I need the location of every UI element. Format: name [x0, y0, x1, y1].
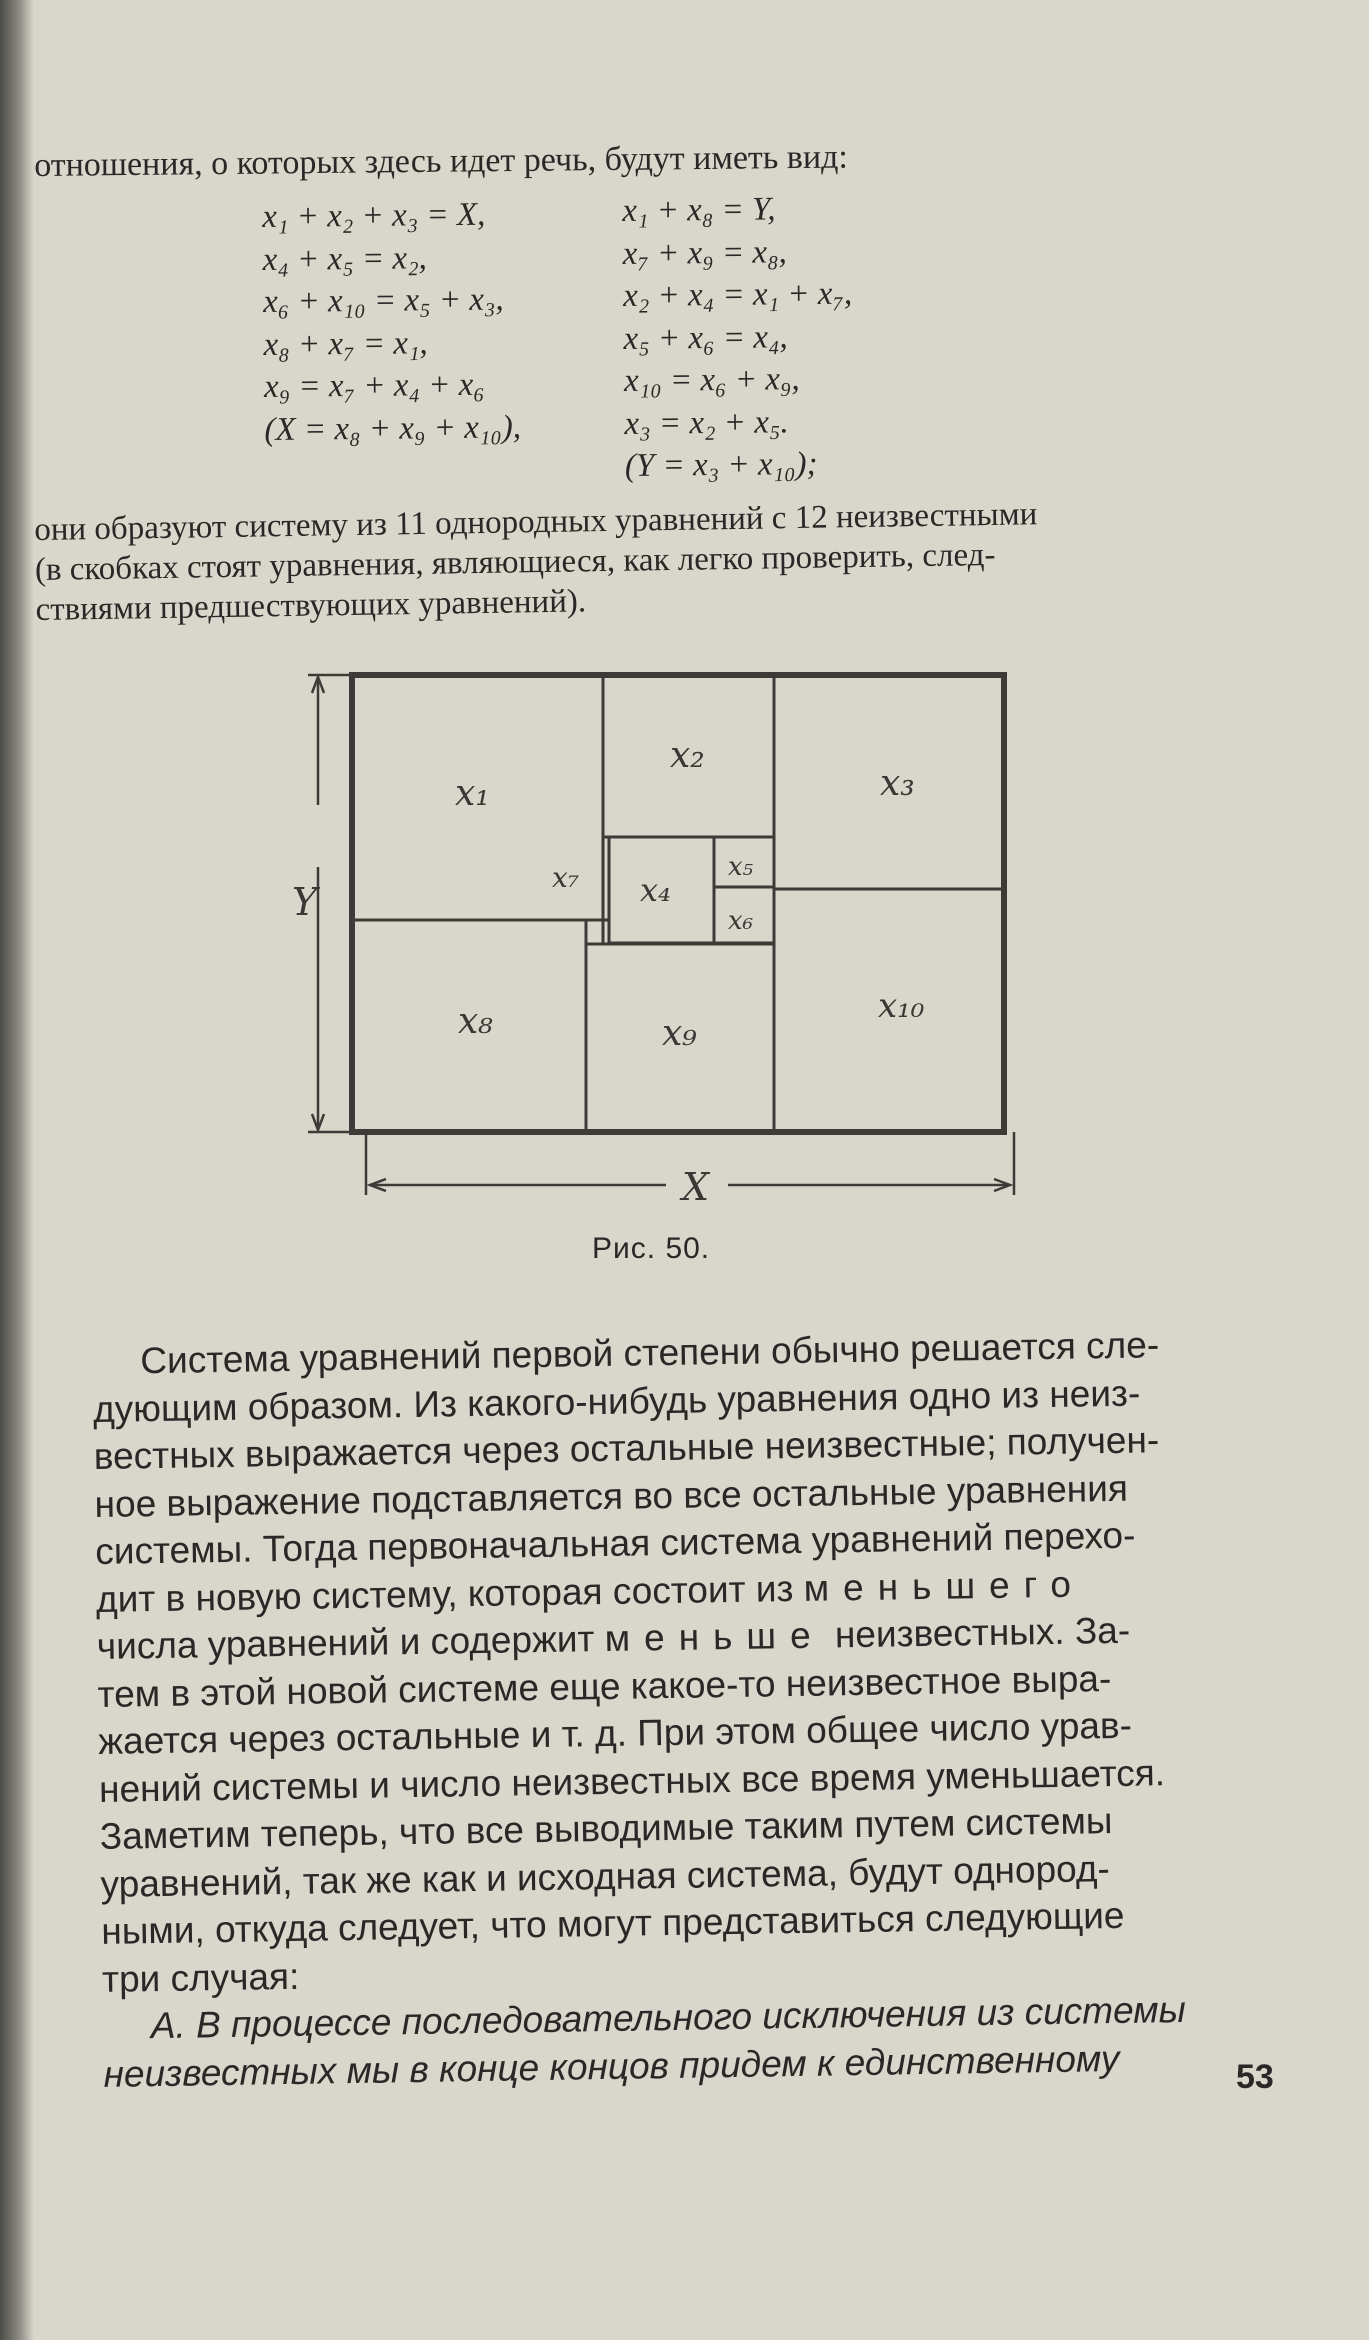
cell-label-x7: x₇ — [552, 861, 580, 894]
equation: x₄ + x₅ = x₂, — [262, 239, 428, 278]
equation: x₅ + x₆ = x₄, — [623, 318, 788, 357]
equation: x₁ + x₈ = Y, — [622, 191, 776, 229]
equation: (Y = x₃ + x₁₀); — [624, 445, 818, 484]
text-line: (в скобках стоят уравнения, являющиеся, как легко проверить, след- — [34, 536, 996, 588]
text-line: Заметим теперь, что все выводимые таким путем системы — [99, 1800, 1113, 1857]
text-line: системы. Тогда первоначальная система уравнений перехо- — [95, 1514, 1136, 1572]
equations-right — [622, 188, 854, 488]
text-line: жается через остальные и т. д. При этом общее число урав- — [98, 1704, 1133, 1762]
equation: x₂ + x₄ = x₁ + x₇, — [622, 275, 853, 314]
body-paragraph — [92, 1319, 1284, 2097]
width-label-x: X — [682, 1165, 710, 1209]
text-line: нений системы и число неизвестных все время уменьшается. — [98, 1751, 1166, 1810]
text-line: ствиями предшествующих уравнений). — [35, 583, 587, 628]
text-line: А. В процессе последовательного исключения из системы — [150, 1988, 1187, 2047]
equation: x₃ = x₂ + x₅. — [624, 403, 789, 442]
text-line: три случая: — [101, 1955, 300, 2000]
cell-label-x5: x₅ — [728, 852, 754, 882]
cell-label-x3: x₃ — [880, 763, 915, 804]
cell-label-x9: x₉ — [662, 1013, 697, 1054]
equations-left — [262, 193, 521, 451]
text-segment: неизвестных. За- — [824, 1609, 1131, 1656]
text-line: дующим образом. Из какого-нибудь уравнения одно из неиз- — [92, 1372, 1141, 1430]
page-number: 53 — [1236, 2058, 1274, 2096]
cell-label-x2: x₂ — [670, 735, 705, 776]
spaced-emphasis: меньшего — [803, 1562, 1086, 1609]
text-line: они образуют систему из 11 однородных уравнений с 12 неизвестными — [34, 496, 1038, 548]
text-line: тем в этой новой системе еще какое-то неизвестное выра- — [97, 1657, 1112, 1715]
equation: x₈ + x₇ = x₁, — [263, 324, 428, 363]
text-segment: дит в новую систему, которая состоит из — [95, 1567, 804, 1620]
cell-label-x8: x₈ — [458, 1001, 493, 1042]
text-line: Система уравнений первой степени обычно решается сле- — [140, 1324, 1160, 1382]
equation: x₁₀ = x₆ + x₉, — [623, 361, 800, 399]
text-line: ное выражение подставляется во все остальные уравнения — [94, 1467, 1129, 1525]
text-line: уравнений, так же как и исходная система, будут однород- — [100, 1847, 1111, 1905]
figure-rectangle-diagram — [290, 655, 1050, 1215]
spaced-emphasis: меньше — [604, 1614, 825, 1659]
equation: x₁ + x₂ + x₃ = X, — [262, 196, 486, 235]
page-binding-shadow — [0, 0, 34, 2340]
equation: x₆ + x₁₀ = x₅ + x₃, — [262, 281, 504, 320]
intro-line: отношения, о которых здесь идет речь, будут иметь вид: — [34, 138, 848, 184]
cell-label-x10: x₁₀ — [878, 986, 925, 1026]
text-line: ными, откуда следует, что могут представиться следующие — [101, 1894, 1125, 1952]
text-line: вестных выражается через остальные неизвестные; получен- — [93, 1419, 1160, 1477]
figure-caption: Рис. 50. — [592, 1232, 711, 1265]
height-label-y: Y — [292, 880, 318, 924]
equation: x₇ + x₉ = x₈, — [622, 233, 788, 272]
text-line: неизвестных мы в конце концов придем к единственному — [103, 2037, 1120, 2095]
cell-label-x6: x₆ — [728, 906, 754, 936]
equation: (X = x₈ + x₉ + x₁₀), — [264, 408, 522, 448]
cell-label-x4: x₄ — [640, 871, 671, 909]
paragraph-after-equations — [34, 491, 1236, 630]
cell-label-x1: x₁ — [455, 773, 490, 814]
equation: x₉ = x₇ + x₄ + x₆ — [263, 366, 485, 405]
text-segment: числа уравнений и содержит — [96, 1617, 605, 1667]
